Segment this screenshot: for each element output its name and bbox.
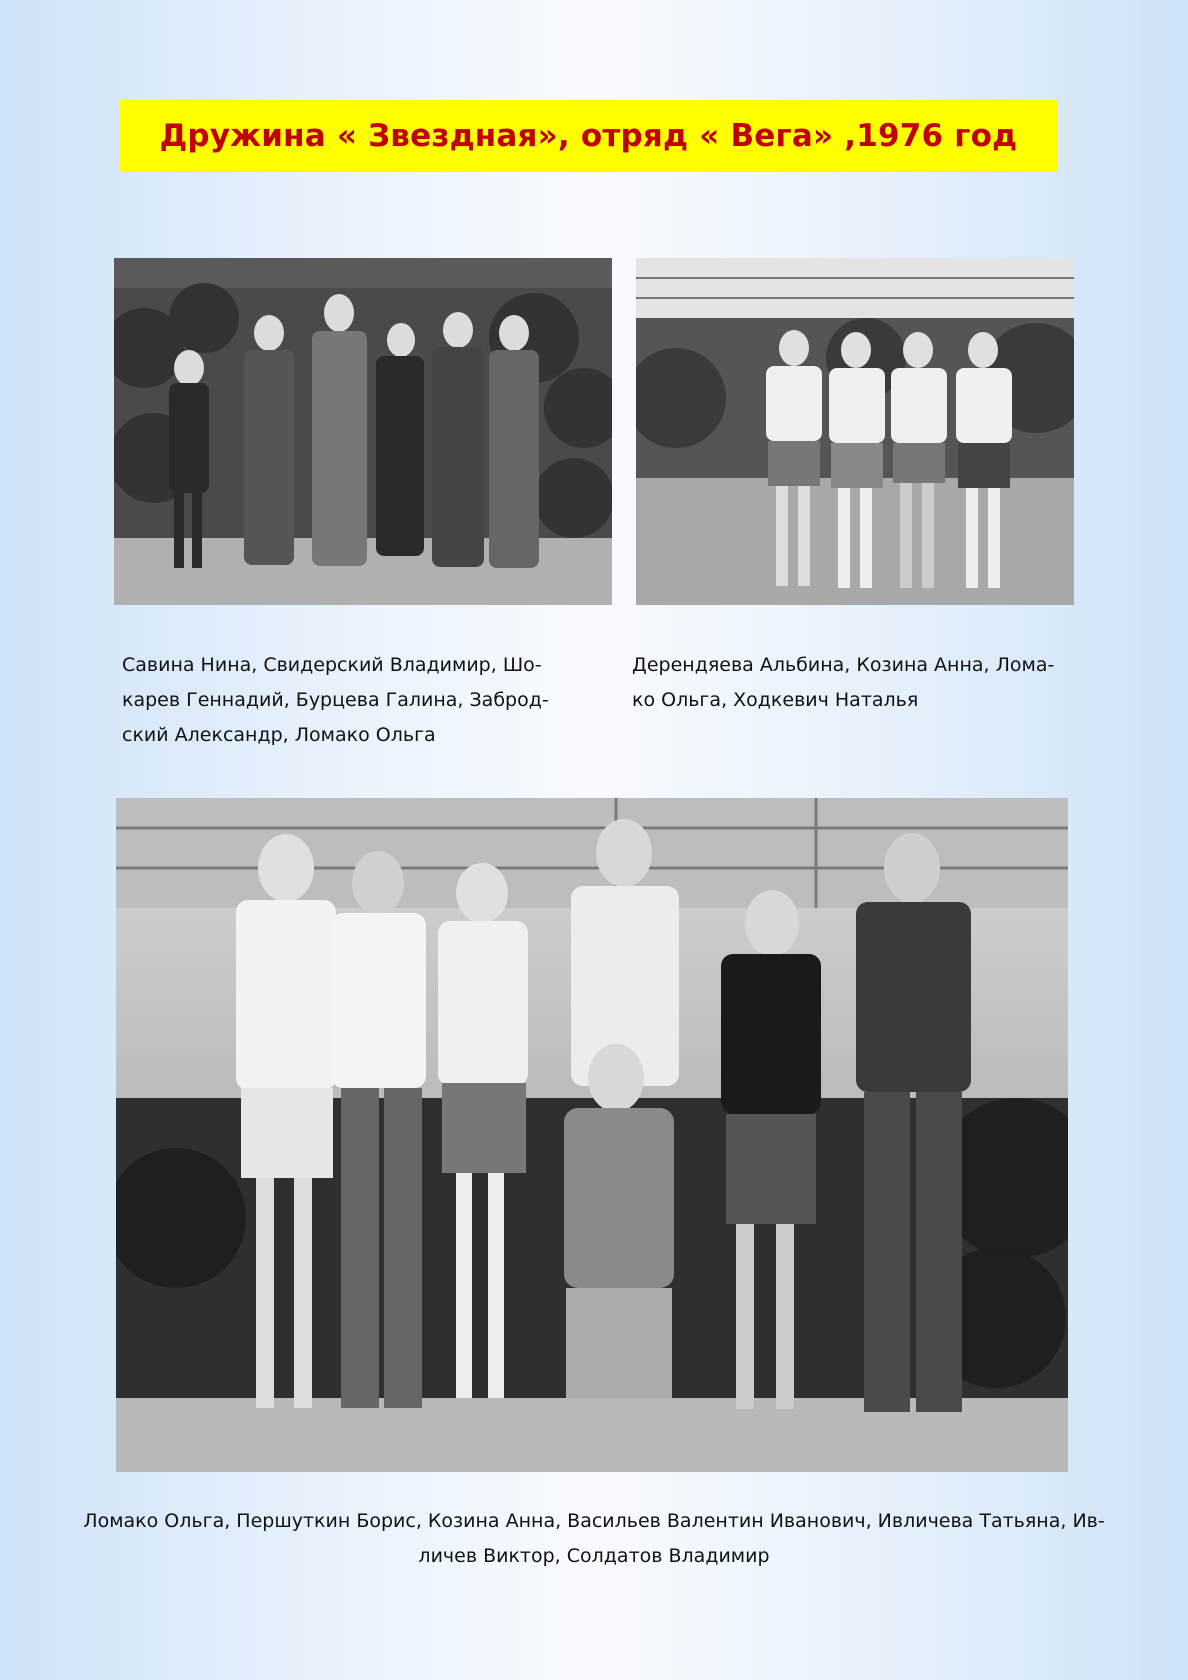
caption-line: ко Ольга, Ходкевич Наталья bbox=[632, 689, 919, 711]
group-photo-six-people bbox=[114, 258, 612, 605]
group-photo-four-girls bbox=[636, 258, 1074, 605]
caption-line: ский Александр, Ломако Ольга bbox=[122, 724, 436, 746]
photo-caption bbox=[122, 648, 592, 753]
page-title: Дружина « Звездная», отряд « Вега» ,1976 год bbox=[159, 118, 1018, 154]
caption-line: Ломако Ольга, Першуткин Борис, Козина Анна, Васильев Валентин Иванович, Ивличева Татьяна, Ив- bbox=[83, 1510, 1105, 1532]
group-photo-seven-people bbox=[116, 798, 1068, 1472]
caption-line: Дерендяева Альбина, Козина Анна, Лома- bbox=[632, 654, 1055, 676]
title-banner bbox=[120, 100, 1057, 172]
caption-line: Савина Нина, Свидерский Владимир, Шо- bbox=[122, 654, 542, 676]
caption-line: карев Геннадий, Бурцева Галина, Заброд- bbox=[122, 689, 549, 711]
photo-caption bbox=[632, 648, 1082, 718]
photo-caption bbox=[0, 1504, 1188, 1574]
caption-line: личев Виктор, Солдатов Владимир bbox=[418, 1545, 770, 1567]
